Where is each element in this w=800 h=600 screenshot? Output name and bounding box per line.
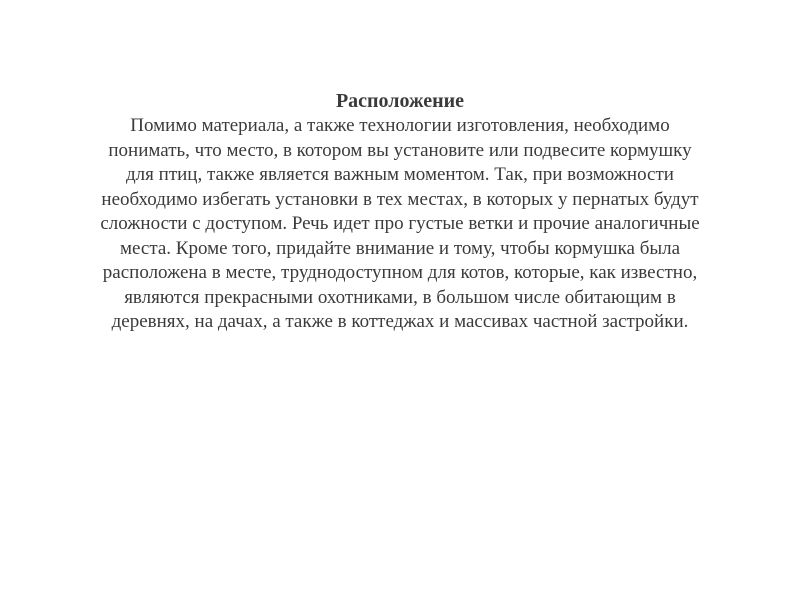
- body-line: для птиц, также является важным моментом. Так, при возможности: [126, 164, 674, 185]
- slide-title: Расположение: [335, 90, 465, 112]
- body-line: понимать, что место, в котором вы установите или подвесите кормушку: [108, 139, 692, 161]
- body-line: места. Кроме того, придайте внимание и тому, чтобы кормушка была: [119, 237, 681, 259]
- body-line: Помимо материала, а также технологии изготовления, необходимо: [130, 115, 670, 136]
- body-line: расположена в месте, труднодоступном для котов, которые, как известно,: [102, 262, 698, 283]
- slide-body: [40, 114, 760, 335]
- body-line: сложности с доступом. Речь идет про густые ветки и прочие аналогичные: [100, 213, 700, 234]
- body-line: необходимо избегать установки в тех местах, в которых у пернатых будут: [101, 188, 699, 210]
- body-line: являются прекрасными охотниками, в большом числе обитающим в: [124, 286, 676, 308]
- slide-text-block: [40, 88, 760, 335]
- body-line: деревнях, на дачах, а также в коттеджах и массивах частной застройки.: [111, 311, 689, 332]
